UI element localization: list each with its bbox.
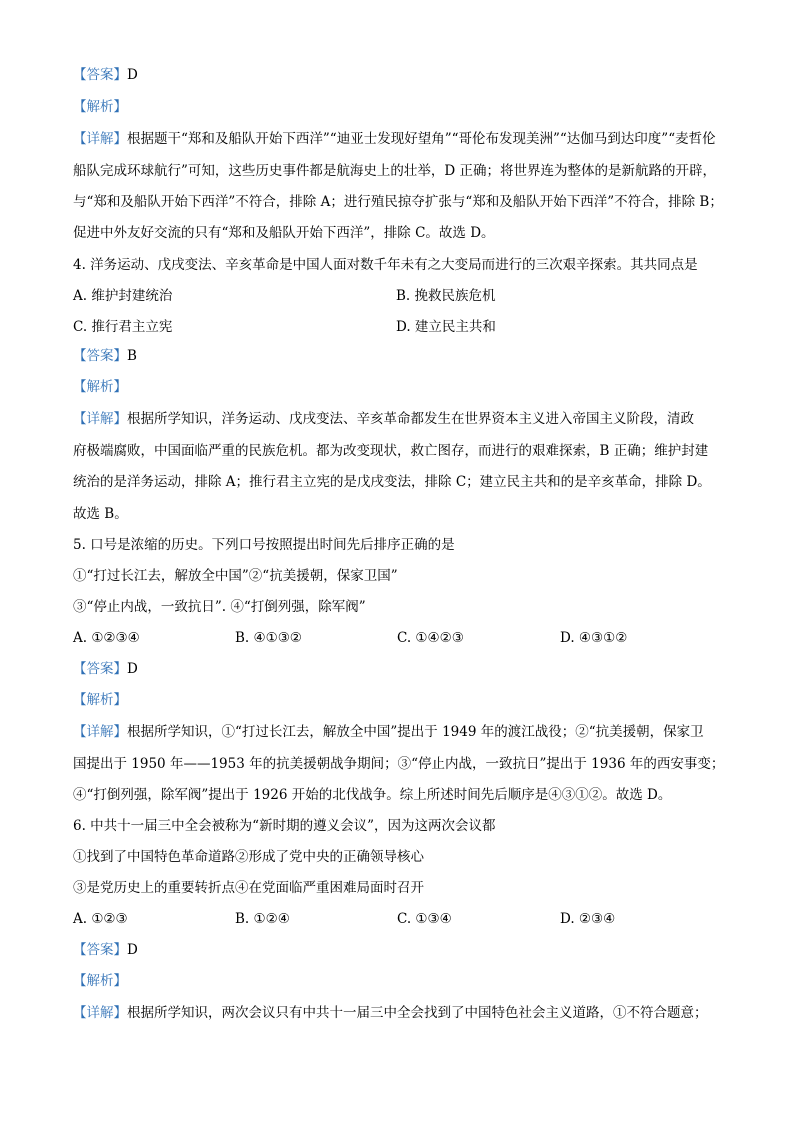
q4-detail-text-1: 根据所学知识，洋务运动、戊戌变法、辛亥革命都发生在世界资本主义进入帝国主义阶段，清政 [127, 411, 694, 427]
q5-detail-text-1: 根据所学知识，①“打过长江去，解放全中国”提出于 1949 年的渡江战役；②“抗美援朝，保家卫 [127, 724, 704, 740]
q6-answer-value: D [127, 942, 138, 958]
q4-detail-line-4: 故选 B。 [73, 506, 128, 522]
q4-option-c: C. 推行君主立宪 [73, 319, 173, 335]
q4-options-row-2 [73, 318, 733, 336]
q4-option-d: D. 建立民主共和 [396, 319, 496, 335]
q3-detail-line-4: 促进中外友好交流的只有“郑和及船队开始下西洋”，排除 C。故选 D。 [73, 225, 495, 241]
q5-option-d: D. ④③①② [560, 630, 628, 646]
q6-detail-text-1: 根据所学知识，两次会议只有中共十一届三中全会找到了中国特色社会主义道路，①不符合题意； [127, 1005, 708, 1021]
q6-detail-line-1 [73, 1004, 733, 1022]
q6-option-c: C. ①③④ [397, 911, 452, 927]
q5-answer-value: D [127, 661, 138, 677]
q6-option-d: D. ②③④ [560, 911, 616, 927]
q6-stem: 6. 中共十一届三中全会被称为“新时期的遵义会议”，因为这两次会议都 [73, 818, 496, 834]
q6-option-a: A. ①②③ [73, 911, 128, 927]
q4-answer-value: B [127, 348, 137, 364]
q4-analysis-line [73, 378, 733, 396]
q5-detail-line-2: 国提出于 1950 年——1953 年的抗美援朝战争期间；③“停止内战，一致抗日”提出于 1936 年的西安事变； [73, 756, 725, 772]
q4-stem: 4. 洋务运动、戊戌变法、辛亥革命是中国人面对数千年未有之大变局而进行的三次艰辛探索。其共同点是 [73, 257, 698, 273]
q3-answer-value: D [127, 67, 138, 83]
q6-item-line-2: ③是党历史上的重要转折点④在党面临严重困难局面时召开 [73, 880, 424, 896]
q5-detail-line-1 [73, 723, 733, 741]
q6-option-b: B. ①②④ [235, 911, 290, 927]
q6-analysis-line [73, 972, 733, 990]
analysis-tag: 【解析】 [73, 379, 127, 395]
q3-detail-line-3: 与“郑和及船队开始下西洋”不符合，排除 A；进行殖民掠夺扩张与“郑和及船队开始下西洋”不符合，排除 B； [73, 194, 723, 210]
q5-answer-line [73, 660, 733, 678]
detail-tag: 【详解】 [73, 1005, 127, 1021]
analysis-tag: 【解析】 [73, 692, 127, 708]
answer-tag: 【答案】 [73, 67, 127, 83]
q3-detail-line-2: 船队完成环球航行”可知，这些历史事件都是航海史上的壮举，D 正确；将世界连为整体的是新航路的开辟， [73, 163, 717, 179]
q4-detail-line-1 [73, 410, 733, 428]
q5-item-line-2: ③“停止内战，一致抗日”. ④“打倒列强，除军阀” [73, 599, 366, 615]
answer-tag: 【答案】 [73, 942, 127, 958]
q3-answer-line [73, 66, 733, 84]
q4-detail-line-3: 统治的是洋务运动，排除 A；推行君主立宪的是戊戌变法，排除 C；建立民主共和的是辛亥革命，排除 D。 [73, 474, 711, 490]
q3-detail-text-1: 根据题干“郑和及船队开始下西洋”“迪亚士发现好望角”“哥伦布发现美洲”“达伽马到达印度”“麦哲伦 [127, 131, 716, 147]
q5-option-a: A. ①②③④ [73, 630, 140, 646]
detail-tag: 【详解】 [73, 724, 127, 740]
q4-option-b: B. 挽救民族危机 [396, 288, 496, 304]
analysis-tag: 【解析】 [73, 99, 127, 115]
q5-option-b: B. ④①③② [235, 630, 302, 646]
detail-tag: 【详解】 [73, 411, 127, 427]
q5-stem: 5. 口号是浓缩的历史。下列口号按照提出时间先后排序正确的是 [73, 537, 455, 553]
q3-detail-line-1 [73, 130, 733, 148]
q3-analysis-line [73, 98, 733, 116]
analysis-tag: 【解析】 [73, 973, 127, 989]
q5-detail-line-3: ④“打倒列强，除军阀”提出于 1926 开始的北伐战争。综上所述时间先后顺序是④③①②。故选 D。 [73, 787, 672, 803]
q4-answer-line [73, 347, 733, 365]
q5-analysis-line [73, 691, 733, 709]
answer-tag: 【答案】 [73, 348, 127, 364]
q5-option-c: C. ①④②③ [397, 630, 464, 646]
q6-answer-line [73, 941, 733, 959]
q5-item-line-1: ①“打过长江去，解放全中国”②“抗美援朝，保家卫国” [73, 568, 398, 584]
q4-option-a: A. 维护封建统治 [73, 288, 173, 304]
q6-item-line-1: ①找到了中国特色革命道路②形成了党中央的正确领导核心 [73, 849, 424, 865]
q6-options-row [73, 910, 733, 928]
answer-tag: 【答案】 [73, 661, 127, 677]
q5-options-row [73, 629, 733, 647]
q4-detail-line-2: 府极端腐败，中国面临严重的民族危机。都为改变现状，救亡图存，而进行的艰难探索，B 正确；维护封建 [73, 443, 709, 459]
q4-options-row-1 [73, 287, 733, 305]
detail-tag: 【详解】 [73, 131, 127, 147]
